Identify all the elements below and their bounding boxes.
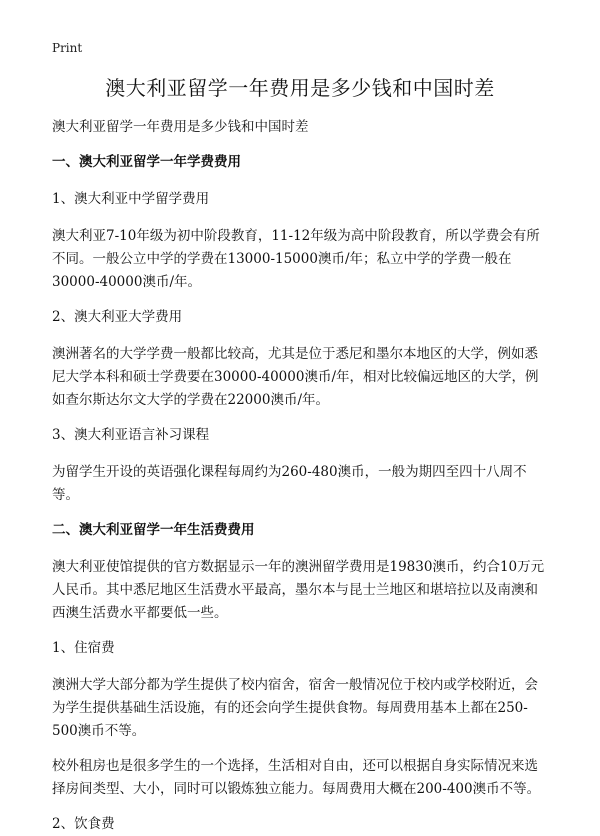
subheading-language-course: 3、澳大利亚语言补习课程 xyxy=(52,427,210,443)
paragraph-university: 澳洲著名的大学学费一般都比较高，尤其是位于悉尼和墨尔本地区的大学，例如悉尼大学本科和硕士学费要在30000-40000澳币/年，相对比较偏远地区的大学，例如查尔斯达尔文大学的学费在22000澳币/年。 xyxy=(52,346,539,408)
paragraph-accommodation-offcampus: 校外租房也是很多学生的一个选择，生活相对自由，还可以根据自身实际情况来选择房间类型、大小，同时可以锻炼独立能力。每周费用大概在200-400澳币不等。 xyxy=(52,758,541,797)
section-heading-tuition: 一、澳大利亚留学一年学费费用 xyxy=(52,154,241,170)
paragraph-language-course: 为留学生开设的英语强化课程每周约为260-480澳币，一般为期四至四十八周不等。 xyxy=(52,464,527,503)
document-subtitle: 澳大利亚留学一年费用是多少钱和中国时差 xyxy=(52,119,309,135)
paragraph-accommodation-campus: 澳洲大学大部分都为学生提供了校内宿舍，宿舍一般情况位于校内或学校附近，会为学生提供基础生活设施，有的还会向学生提供食物。每周费用基本上都在250-500澳币不等。 xyxy=(52,677,538,739)
section-heading-living: 二、澳大利亚留学一年生活费费用 xyxy=(52,522,255,538)
print-label: Print xyxy=(52,41,83,55)
subheading-middle-school: 1、澳大利亚中学留学费用 xyxy=(52,191,210,207)
subheading-accommodation: 1、住宿费 xyxy=(52,640,115,656)
document-title: 澳大利亚留学一年费用是多少钱和中国时差 xyxy=(105,76,495,100)
paragraph-middle-school: 澳大利亚7-10年级为初中阶段教育，11-12年级为高中阶段教育，所以学费会有所不同。一般公立中学的学费在13000-15000澳币/年；私立中学的学费一般在30000-40000澳币/年。 xyxy=(52,228,540,290)
subheading-university: 2、澳大利亚大学费用 xyxy=(52,309,183,325)
subheading-food: 2、饮食费 xyxy=(52,816,115,832)
paragraph-living-intro: 澳大利亚使馆提供的官方数据显示一年的澳洲留学费用是19830澳币，约合10万元人民币。其中悉尼地区生活费水平最高，墨尔本与昆士兰地区和堪培拉以及南澳和西澳生活费水平都要低一些。 xyxy=(52,559,545,621)
